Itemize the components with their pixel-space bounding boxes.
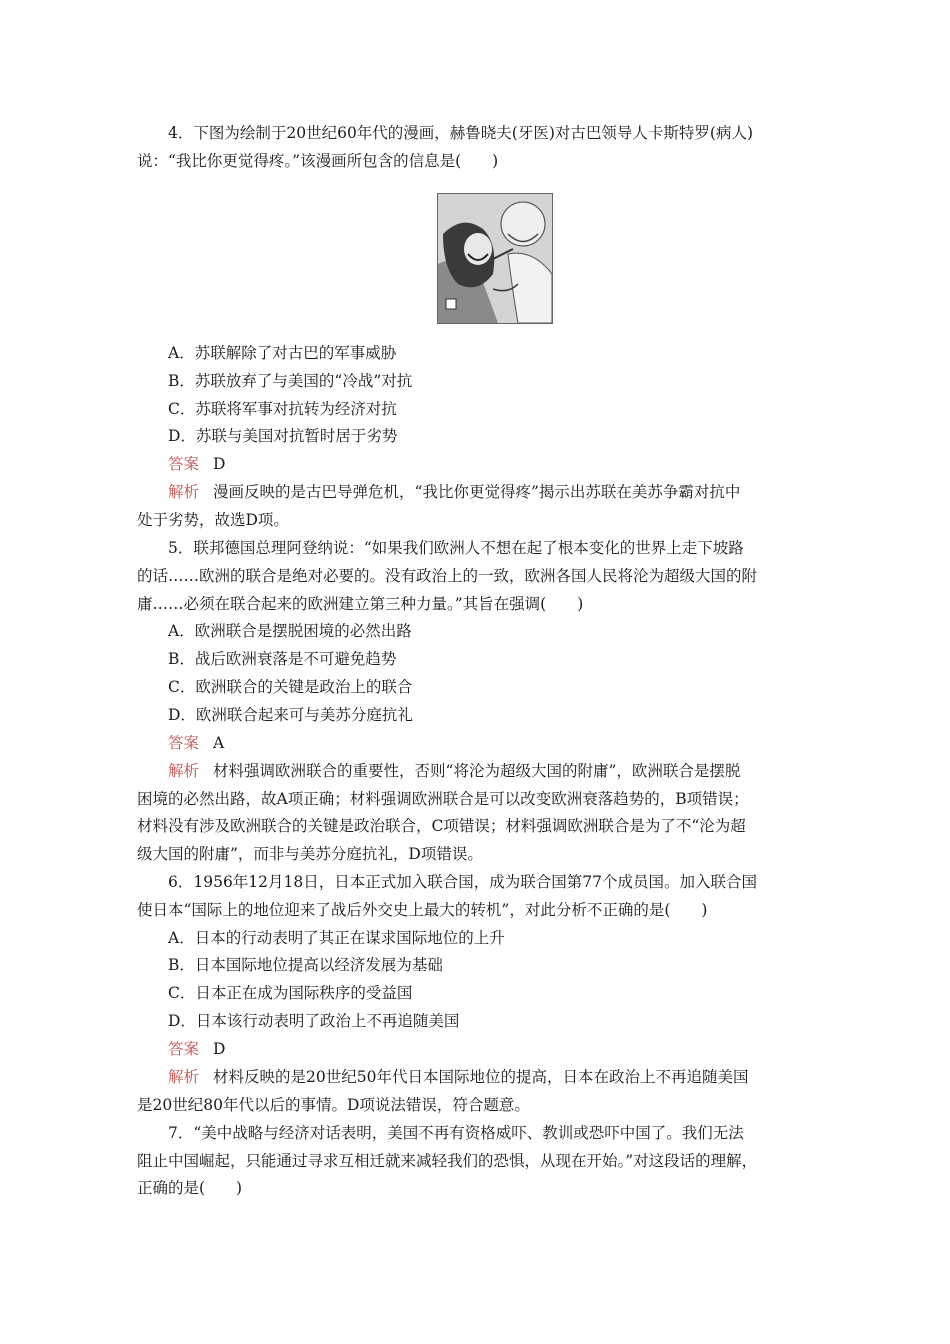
q4-option-a: A．苏联解除了对古巴的军事威胁 <box>168 344 397 362</box>
q6-analysis-line-1 <box>168 1063 818 1091</box>
q4-stem-line-2: 说：“我比你更觉得疼。”该漫画所包含的信息是( ) <box>137 152 499 170</box>
analysis-label: 解析 <box>168 483 200 501</box>
analysis-text: 材料强调欧洲联合的重要性，否则“将沦为超级大国的附庸”，欧洲联合是摆脱 <box>213 762 741 780</box>
q7-stem-line-1: 7．“美中战略与经济对话表明，美国不再有资格威吓、教训或恐吓中国了。我们无法 <box>168 1124 744 1142</box>
q6-option-c: C．日本正在成为国际秩序的受益国 <box>168 984 413 1002</box>
cartoon-khrushchev-dentist-image <box>437 193 553 324</box>
answer-label: 答案 <box>168 455 200 473</box>
q6-stem-line-2: 使日本“国际上的地位迎来了战后外交史上最大的转机”，对此分析不正确的是( ) <box>137 901 708 919</box>
analysis-label: 解析 <box>168 1068 200 1086</box>
q6-option-d: D．日本该行动表明了政治上不再追随美国 <box>168 1012 460 1030</box>
q6-answer <box>168 1035 818 1063</box>
q5-option-c: C．欧洲联合的关键是政治上的联合 <box>168 678 413 696</box>
q6-stem-line-1: 6．1956年12月18日，日本正式加入联合国，成为联合国第77个成员国。加入联合国 <box>168 873 757 891</box>
q5-option-d: D．欧洲联合起来可与美苏分庭抗礼 <box>168 706 413 724</box>
q5-analysis-line-4: 级大国的附庸”，而非与美苏分庭抗礼，D项错误。 <box>137 845 483 863</box>
answer-label: 答案 <box>168 1040 200 1058</box>
q4-stem-line-1: 4．下图为绘制于20世纪60年代的漫画，赫鲁晓夫(牙医)对古巴领导人卡斯特罗(病人) <box>168 124 753 142</box>
q4-option-b: B．苏联放弃了与美国的“冷战”对抗 <box>168 372 413 390</box>
analysis-label: 解析 <box>168 762 200 780</box>
q5-stem-line-2: 的话……欧洲的联合是绝对必要的。没有政治上的一致，欧洲各国人民将沦为超级大国的附 <box>137 567 758 585</box>
cartoon-illustration <box>438 194 552 323</box>
q5-analysis-line-3: 材料没有涉及欧洲联合的关键是政治联合，C项错误；材料强调欧洲联合是为了不“沦为超 <box>137 817 746 835</box>
q5-option-b: B．战后欧洲衰落是不可避免趋势 <box>168 650 397 668</box>
q4-analysis-line-2: 处于劣势，故选D项。 <box>137 511 289 529</box>
q5-stem-line-3: 庸……必须在联合起来的欧洲建立第三种力量。”其旨在强调( ) <box>137 595 584 613</box>
q4-option-d: D．苏联与美国对抗暂时居于劣势 <box>168 427 398 445</box>
q6-analysis-line-2: 是20世纪80年代以后的事情。D项说法错误，符合题意。 <box>137 1096 530 1114</box>
answer-label: 答案 <box>168 734 200 752</box>
q4-answer <box>168 450 818 478</box>
q6-option-b: B．日本国际地位提高以经济发展为基础 <box>168 956 443 974</box>
q5-answer <box>168 729 818 757</box>
q5-analysis-line-2: 困境的必然出路，故A项正确；材料强调欧洲联合是可以改变欧洲衰落趋势的，B项错误； <box>137 790 749 808</box>
q7-stem-line-3: 正确的是( ) <box>137 1179 243 1197</box>
analysis-text: 漫画反映的是古巴导弹危机，“我比你更觉得疼”揭示出苏联在美苏争霸对抗中 <box>213 483 741 501</box>
answer-value: A <box>213 734 225 752</box>
q5-option-a: A．欧洲联合是摆脱困境的必然出路 <box>168 622 412 640</box>
answer-value: D <box>213 1040 226 1058</box>
q5-analysis-line-1 <box>168 757 818 785</box>
q4-option-c: C．苏联将军事对抗转为经济对抗 <box>168 400 397 418</box>
analysis-text: 材料反映的是20世纪50年代日本国际地位的提高，日本在政治上不再追随美国 <box>213 1068 749 1086</box>
q5-stem-line-1: 5．联邦德国总理阿登纳说：“如果我们欧洲人不想在起了根本变化的世界上走下坡路 <box>168 539 744 557</box>
q7-stem-line-2: 阻止中国崛起，只能通过寻求互相迁就来减轻我们的恐惧，从现在开始。”对这段话的理解， <box>137 1152 758 1170</box>
q4-analysis-line-1 <box>168 478 818 506</box>
q6-option-a: A．日本的行动表明了其正在谋求国际地位的上升 <box>168 929 505 947</box>
answer-value: D <box>213 455 226 473</box>
